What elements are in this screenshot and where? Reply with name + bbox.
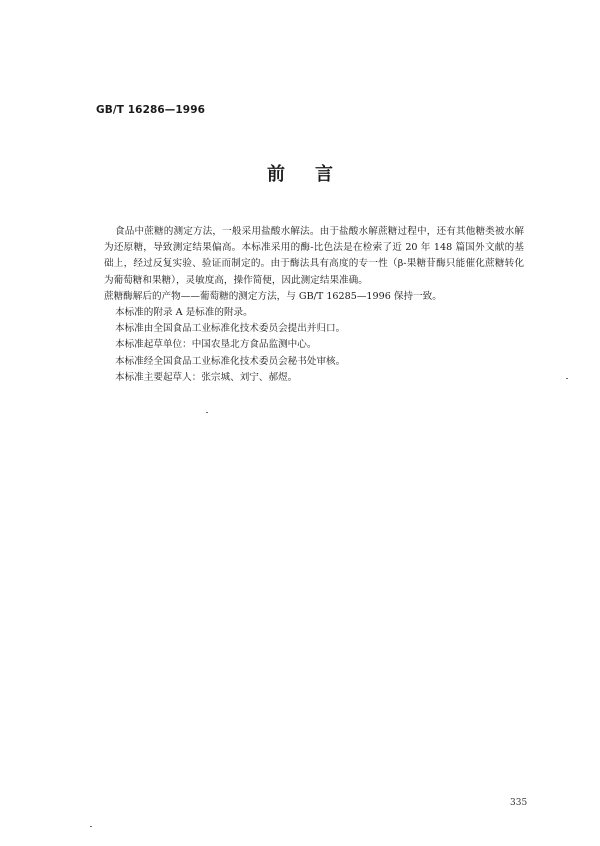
scan-speck xyxy=(90,826,92,827)
scan-speck xyxy=(566,378,568,379)
preface-title: 前言 xyxy=(267,164,363,185)
preface-paragraph-1: 食品中蔗糖的测定方法，一般采用盐酸水解法。由于盐酸水解蔗糖过程中，还有其他糖类被水解为还原糖，导致测定结果偏高。本标准采用的酶-比色法是在检索了近 20 年 148 篇国外文献的基础上，经过反复实验、验证而制定的。由于酶法具有高度的专一性（β-果糖苷酶只能催化蔗糖转化为葡萄糖和果糖），灵敏度高，操作简便，因此测定结果准确。 xyxy=(104,226,524,286)
page-number: 335 xyxy=(510,798,528,808)
preface-paragraph-2: 蔗糖酶解后的产物——葡萄糖的测定方法，与 GB/T 16285—1996 保持一致。 xyxy=(104,290,442,302)
standard-code: GB/T 16286—1996 xyxy=(96,104,206,116)
preface-paragraph-7: 本标准主要起草人：张宗城、刘宁、郝煜。 xyxy=(115,371,298,383)
scan-speck xyxy=(206,412,208,413)
preface-paragraph-5: 本标准起草单位：中国农垦北方食品监测中心。 xyxy=(115,339,317,351)
preface-body xyxy=(104,224,524,386)
preface-paragraph-6: 本标准经全国食品工业标准化技术委员会秘书处审核。 xyxy=(115,355,346,367)
preface-paragraph-3: 本标准的附录 A 是标准的附录。 xyxy=(115,307,253,319)
preface-paragraph-4: 本标准由全国食品工业标准化技术委员会提出并归口。 xyxy=(115,323,346,335)
